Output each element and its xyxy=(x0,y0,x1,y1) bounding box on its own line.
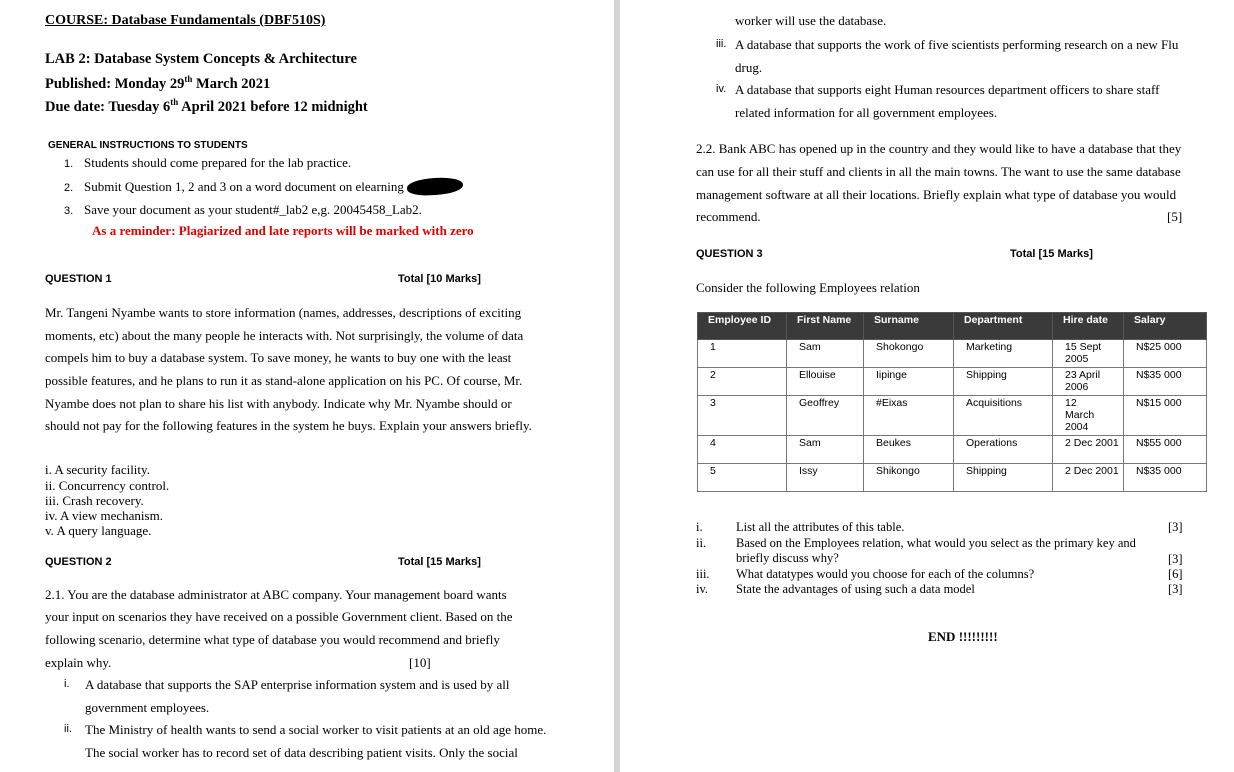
q2-item-line: The social worker has to record set of data describing patient visits. Only the social xyxy=(85,745,518,760)
instruction-item: 1. Students should come prepared for the lab practice. xyxy=(64,155,352,170)
table-cell: Marketing xyxy=(954,340,1053,368)
q3-item-marks: [3] xyxy=(1168,520,1183,534)
table-row xyxy=(698,340,1207,368)
table-cell: 3 xyxy=(698,396,787,436)
q1-item: v. A query language. xyxy=(45,523,152,538)
column-header: Department xyxy=(954,313,1053,340)
table-cell: 23 April 2006 xyxy=(1053,368,1124,396)
q1-body-line: should not pay for the following features in the system he buys. Explain your answers briefly. xyxy=(45,418,532,433)
table-row xyxy=(698,368,1207,396)
q22-line: management software at all their locations. Briefly explain what type of database you would xyxy=(696,187,1177,202)
q1-body-line: moments, etc) about the many people he interacts with. Not surprisingly, the volume of data xyxy=(45,328,524,343)
q1-item: ii. Concurrency control. xyxy=(45,478,170,493)
table-cell: Shipping xyxy=(954,464,1053,492)
table-row xyxy=(698,436,1207,464)
q2-item-line: government employees. xyxy=(85,700,210,715)
q2-item-line: A database that supports the SAP enterprise information system and is used by all xyxy=(85,677,510,692)
table-cell: Sam xyxy=(787,436,864,464)
table-cell: 2 xyxy=(698,368,787,396)
employees-table xyxy=(697,312,1207,492)
q2-body-line: following scenario, determine what type of database you would recommend and briefly xyxy=(45,632,500,647)
q1-item: i. A security facility. xyxy=(45,462,150,477)
q2-item-line: related information for all government employees. xyxy=(735,105,998,120)
lab-title: LAB 2: Database System Concepts & Architecture xyxy=(45,51,357,67)
q1-item: iii. Crash recovery. xyxy=(45,493,144,508)
q2-item-num: iii. xyxy=(716,38,727,50)
q3-item-marks: [3] xyxy=(1168,582,1183,596)
table-cell: Ellouise xyxy=(787,368,864,396)
course-title: COURSE: Database Fundamentals (DBF510S) xyxy=(45,13,326,28)
table-cell: Geoffrey xyxy=(787,396,864,436)
q3-item-line: List all the attributes of this table. xyxy=(736,520,905,534)
q1-body-line: Mr. Tangeni Nyambe wants to store information (names, addresses, descriptions of exciting xyxy=(45,305,522,320)
q1-body-line: possible features, and he plans to run it as stand-alone application on his PC. Of course, Mr. xyxy=(45,373,523,388)
q2-heading: QUESTION 2 xyxy=(45,556,112,568)
q3-item-line: State the advantages of using such a data model xyxy=(736,582,975,596)
table-cell: N$25 000 xyxy=(1124,340,1207,368)
table-cell: 12 March 2004 xyxy=(1053,396,1124,436)
q3-item-num: ii. xyxy=(696,536,707,550)
table-cell: N$15 000 xyxy=(1124,396,1207,436)
document-page-right xyxy=(620,0,1234,772)
table-cell: 4 xyxy=(698,436,787,464)
q2-marks: [10] xyxy=(409,655,431,670)
column-header: First Name xyxy=(787,313,864,340)
table-cell: Acquisitions xyxy=(954,396,1053,436)
table-cell: 1 xyxy=(698,340,787,368)
q3-item-num: iv. xyxy=(696,582,709,596)
q2-total: Total [15 Marks] xyxy=(398,556,481,568)
q2-body-line: 2.1. You are the database administrator at ABC company. Your management board wants xyxy=(45,587,507,602)
redaction-mark xyxy=(407,177,464,197)
table-cell: 15 Sept 2005 xyxy=(1053,340,1124,368)
q22-line: 2.2. Bank ABC has opened up in the country and they would like to have a database that they xyxy=(696,141,1182,156)
q1-body-line: Nyambe does not plan to share his list with anybody. Indicate why Mr. Nyambe should or xyxy=(45,396,512,411)
q2-item-num: iv. xyxy=(716,83,727,95)
table-cell: #Eixas xyxy=(864,396,954,436)
table-cell: Shikongo xyxy=(864,464,954,492)
q3-item-marks: [3] xyxy=(1168,552,1183,566)
q3-heading: QUESTION 3 xyxy=(696,248,763,260)
q3-item-num: iii. xyxy=(696,567,710,581)
q3-item-marks: [6] xyxy=(1168,567,1183,581)
table-cell: Beukes xyxy=(864,436,954,464)
q1-body-line: compels him to buy a database system. To save money, he wants to buy one with the least xyxy=(45,350,512,365)
q3-item-line: Based on the Employees relation, what would you select as the primary key and xyxy=(736,536,1136,550)
end-marker: END !!!!!!!!! xyxy=(928,629,998,644)
instruction-item: 3. Save your document as your student#_lab2 e,g. 20045458_Lab2. xyxy=(64,202,422,217)
table-cell: Shipping xyxy=(954,368,1053,396)
column-header: Employee ID xyxy=(698,313,787,340)
table-cell: 2 Dec 2001 xyxy=(1053,436,1124,464)
q2-body-line: your input on scenarios they have received on a possible Government client. Based on the xyxy=(45,609,513,624)
q3-item-num: i. xyxy=(696,520,703,534)
table-cell: N$55 000 xyxy=(1124,436,1207,464)
due-date: Due date: Tuesday 6th April 2021 before 12 midnight xyxy=(45,97,368,115)
table-row xyxy=(698,464,1207,492)
table-cell: Issy xyxy=(787,464,864,492)
table-cell: Iipinge xyxy=(864,368,954,396)
q22-line: can use for all their stuff and clients in all the main towns. The want to use the same database xyxy=(696,164,1181,179)
q3-intro: Consider the following Employees relation xyxy=(696,280,920,295)
plagiarism-reminder: As a reminder: Plagiarized and late reports will be marked with zero xyxy=(92,223,474,238)
q22-marks: [5] xyxy=(1167,209,1183,224)
table-cell: N$35 000 xyxy=(1124,464,1207,492)
q3-item-line: What datatypes would you choose for each of the columns? xyxy=(736,567,1035,581)
q3-total: Total [15 Marks] xyxy=(1010,248,1093,260)
document-page-left xyxy=(0,0,614,772)
q1-total: Total [10 Marks] xyxy=(398,273,481,285)
q2-item-line: drug. xyxy=(735,60,763,75)
table-row xyxy=(698,396,1207,436)
q1-item: iv. A view mechanism. xyxy=(45,508,163,523)
table-cell: 2 Dec 2001 xyxy=(1053,464,1124,492)
q3-item-line: briefly discuss why? xyxy=(736,551,839,565)
instruction-item: 2. Submit Question 1, 2 and 3 on a word document on elearning xyxy=(64,179,404,194)
published-date: Published: Monday 29th March 2021 xyxy=(45,74,271,92)
column-header: Surname xyxy=(864,313,954,340)
q2-item-line: The Ministry of health wants to send a social worker to visit patients at an old age home. xyxy=(85,722,547,737)
table-cell: Shokongo xyxy=(864,340,954,368)
table-cell: Sam xyxy=(787,340,864,368)
column-header: Salary xyxy=(1124,313,1207,340)
continued-line: worker will use the database. xyxy=(735,13,887,28)
column-header: Hire date xyxy=(1053,313,1124,340)
q1-heading: QUESTION 1 xyxy=(45,273,112,285)
table-cell: 5 xyxy=(698,464,787,492)
table-header-row xyxy=(698,313,1207,340)
q2-item-line: A database that supports the work of five scientists performing research on a new Flu xyxy=(735,37,1179,52)
q2-item-num: ii. xyxy=(64,723,72,735)
table-cell: N$35 000 xyxy=(1124,368,1207,396)
q2-item-line: A database that supports eight Human resources department officers to share staff xyxy=(735,82,1160,97)
table-cell: Operations xyxy=(954,436,1053,464)
q2-item-num: i. xyxy=(64,678,70,690)
q22-line: recommend. xyxy=(696,209,761,224)
instructions-heading: GENERAL INSTRUCTIONS TO STUDENTS xyxy=(48,140,248,151)
q2-body-line: explain why. xyxy=(45,655,112,670)
